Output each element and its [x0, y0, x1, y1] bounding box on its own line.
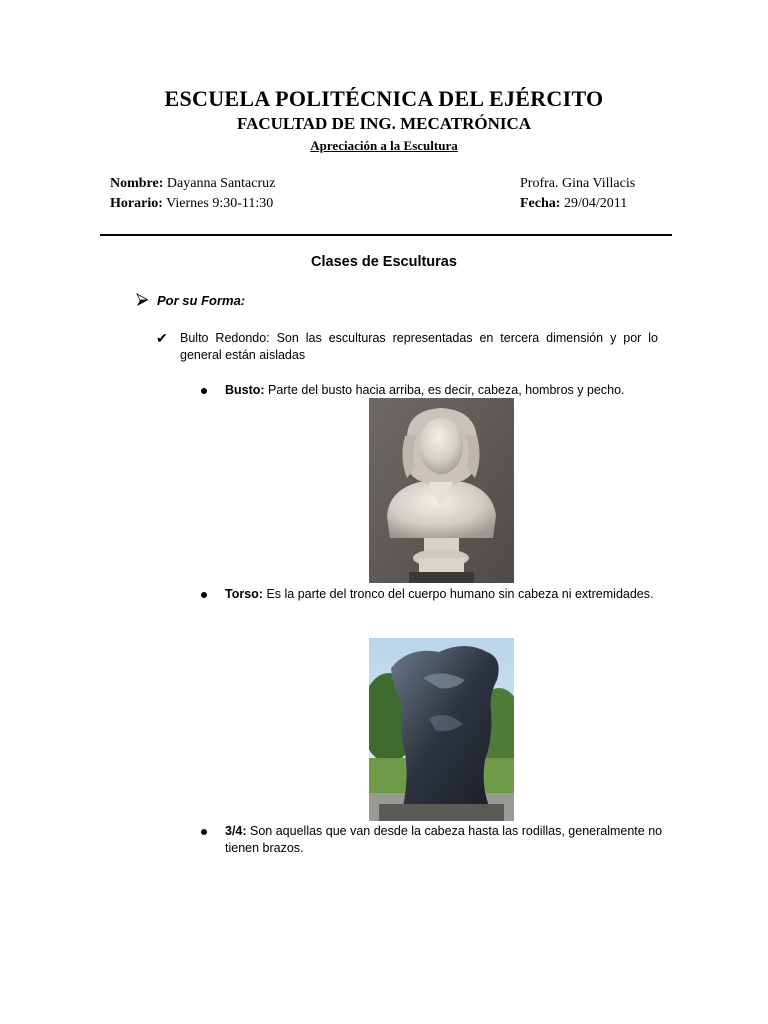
form-heading: Por su Forma: [157, 293, 246, 308]
schedule-value: Viernes 9:30-11:30 [162, 196, 274, 211]
student-name [110, 176, 275, 192]
name-value: Dayanna Santacruz [163, 176, 276, 191]
course-title [0, 138, 768, 154]
name-label: Nombre: [110, 176, 164, 191]
date [520, 196, 627, 212]
schedule-label: Horario: [110, 196, 163, 211]
bust-sculpture-image [369, 398, 514, 583]
school-title: ESCUELA POLITÉCNICA DEL EJÉRCITO [164, 86, 604, 111]
tres-cuartos-text: Son aquellas que van desde la cabeza hasta las rodillas, generalmente no tienen brazos. [225, 824, 663, 855]
check-icon: ✔ [156, 330, 168, 346]
torso-term: Torso: [225, 587, 263, 601]
torso-item [225, 586, 658, 603]
arrow-bullet-icon [135, 293, 149, 307]
bulto-text: Son las esculturas representadas en tercera dimensión y por lo general están aisladas [180, 331, 658, 362]
busto-item [225, 382, 665, 399]
torso-sculpture-image [369, 638, 514, 821]
dot-bullet-icon [201, 829, 207, 835]
date-label: Fecha: [520, 196, 561, 211]
faculty-title: FACULTAD DE ING. MECATRÓNICA [236, 114, 532, 133]
header-divider [100, 234, 672, 236]
course-title-text: Apreciación a la Escultura [310, 138, 458, 153]
professor-name: Profra. Gina Villacis [520, 176, 636, 191]
section-title: Clases de Esculturas [311, 254, 457, 270]
bulto-term: Bulto Redondo: [180, 331, 270, 345]
dot-bullet-icon [201, 592, 207, 598]
tres-cuartos-term: 3/4: [225, 824, 247, 838]
bulto-redondo-item [180, 330, 658, 364]
schedule [110, 196, 273, 212]
dot-bullet-icon [201, 388, 207, 394]
tres-cuartos-item [225, 823, 665, 857]
busto-text: Parte del busto hacia arriba, es decir, cabeza, hombros y pecho. [264, 383, 625, 397]
date-value: 29/04/2011 [560, 196, 628, 211]
busto-term: Busto: [225, 383, 265, 397]
torso-text: Es la parte del tronco del cuerpo humano sin cabeza ni extremidades. [262, 587, 654, 601]
